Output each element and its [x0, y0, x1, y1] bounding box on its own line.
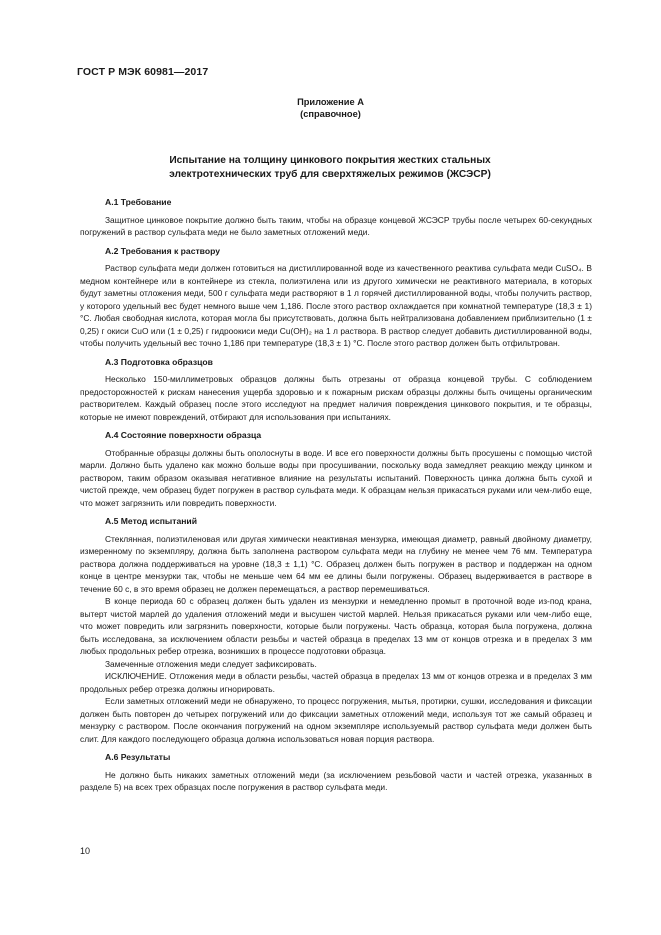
appendix-title: Приложение А: [297, 97, 364, 107]
paragraph: Отобранные образцы должны быть ополоснуты в воде. И все его поверхности должны быть просушены с помощью чистой марли. Должно быть удалено как можно больше воды при просушивании, поскольку вода замедляет реакцию между цинком и раствором, таким образом оказывая негативное влияние на результаты испытаний. Поверхность цинка должна быть сухой и чистой прежде, чем образец будет погружен в раствор сульфата меди. К образцам нельзя прикасаться руками или чем-либо еще, что может загрязнить или повредить поверхности.: [80, 447, 592, 508]
paragraph: Несколько 150-миллиметровых образцов должны быть отрезаны от образца концевой трубы. С соблюдением предосторожностей к рискам нанесения ущерба здоровью и к пожарным рискам образцы должны быть очищены органическим растворителем. Каждый образец после этого исследуют на предмет наличия повреждения цинкового покрытия, и те образцы, которые не имеют повреждений, отбирают для использования при испытаниях.: [80, 374, 592, 422]
paragraph: В конце периода 60 с образец должен быть удален из мензурки и немедленно промыт в проточной воде из-под крана, вытерт чистой марлей до удаления отложений меди и высушен чистой марлей. Нельзя прикасаться руками или чем-либо еще, что может повредить или загрязнить поверхности, которые были погружены. Часть образца, которая была погружена, должна быть исследована, за исключением области резьбы и частей образца в пределах 13 мм от концов отрезка и в пределах 3 мм любых продольных ребер отрезка, возникших в процессе подготовки образца.: [80, 596, 592, 656]
paragraph: Не должно быть никаких заметных отложений меди (за исключением резьбовой части и частей отрезка, указанных в разделе 5) на всех трех образцах после погружения в раствор сульфата меди.: [80, 769, 592, 792]
section: [80, 751, 592, 794]
paragraph: Если заметных отложений меди не обнаружено, то процесс погружения, мытья, протирки, сушки, исследования и фиксации должен быть повторен до четырех погружений или до фиксации заметных отложений меди, используя тот же самый образец и мензурку с раствором. После окончания погружений на одном экземпляре используемый раствор сульфата меди должен быть слит. Для каждого последующего образца должна использоваться новая порция раствора.: [80, 696, 592, 744]
section: [80, 515, 592, 745]
paragraph: ИСКЛЮЧЕНИЕ. Отложения меди в области резьбы, частей образца в пределах 13 мм от концов отрезка и в пределах 3 мм продольных ребер отрезка должны игнорировать.: [80, 671, 592, 694]
page-number: 10: [80, 846, 91, 856]
standard-header: ГОСТ Р МЭК 60981—2017: [77, 66, 209, 78]
section: [80, 356, 592, 424]
paragraph: Замеченные отложения меди следует зафиксировать.: [105, 658, 317, 669]
section-heading: А.1 Требование: [105, 197, 172, 207]
paragraph: Защитное цинковое покрытие должно быть таким, чтобы на образце концевой ЖСЭСР трубы после четырех 60-секундных погружений в раствор сульфата меди не было заметных отложений меди.: [80, 214, 592, 237]
document-title: Испытание на толщину цинкового покрытия жестких стальных электротехнических труб для сверхтяжелых режимов (ЖСЭСР): [169, 155, 491, 180]
section-heading: А.6 Результаты: [105, 752, 171, 762]
paragraph: Стеклянная, полиэтиленовая или другая химически неактивная мензурка, имеющая диаметр, равный двойному диаметру, измеренному по экземпляру, должна быть заполнена раствором сульфата меди на глубину не менее чем 76 мм. Температура раствора должна поддерживаться на уровне (18,3 ± 1,1) °C. Образец должен быть погружен в раствор и поддержан на одном конце в центре мензурки так, чтобы не меньше чем 64 мм ее длины были погружены. Образец выдерживается в растворе в течение 60 с, в это время образец не должен перемещаться, а раствор перемешиваться.: [80, 533, 592, 594]
section-heading: А.2 Требования к раствору: [105, 245, 221, 256]
section-heading: А.4 Состояние поверхности образца: [105, 430, 262, 440]
section: [80, 245, 592, 350]
section: [80, 196, 592, 239]
appendix-subtitle: (справочное): [300, 109, 361, 119]
section-heading: А.5 Метод испытаний: [105, 516, 197, 526]
section: [80, 429, 592, 509]
document-body: [80, 196, 592, 800]
section-heading: А.3 Подготовка образцов: [105, 356, 213, 367]
paragraph: Раствор сульфата меди должен готовиться на дистиллированной воде из качественного реактива сульфата меди CuSO₄. В медном контейнере или в контейнере из стекла, полиэтилена или из другого химически не реактивного материала, в которых будут заметны отложения меди, 500 г сульфата меди растворяют в 1 л горячей дистиллированной воды, чтобы получить раствор, у которого удельный вес будет немного выше чем 1,186. После этого раствор охлаждается при комнатной температуре (18,3 ± 1) °C. Любая свободная кислота, которая могла бы присутствовать, должна быть нейтрализована добавлением приблизительно (1 ± 0,25) г окиси CuO или (1 ± 0,25) г гидроокиси меди Cu(OH)₂ на 1 л раствора. В раствор следует добавить дистиллированной воды, чтобы получить удельный вес точно 1,186 при температуре (18,3 ± 1) °C. После этого раствор должен быть отфильтрован.: [80, 263, 592, 348]
